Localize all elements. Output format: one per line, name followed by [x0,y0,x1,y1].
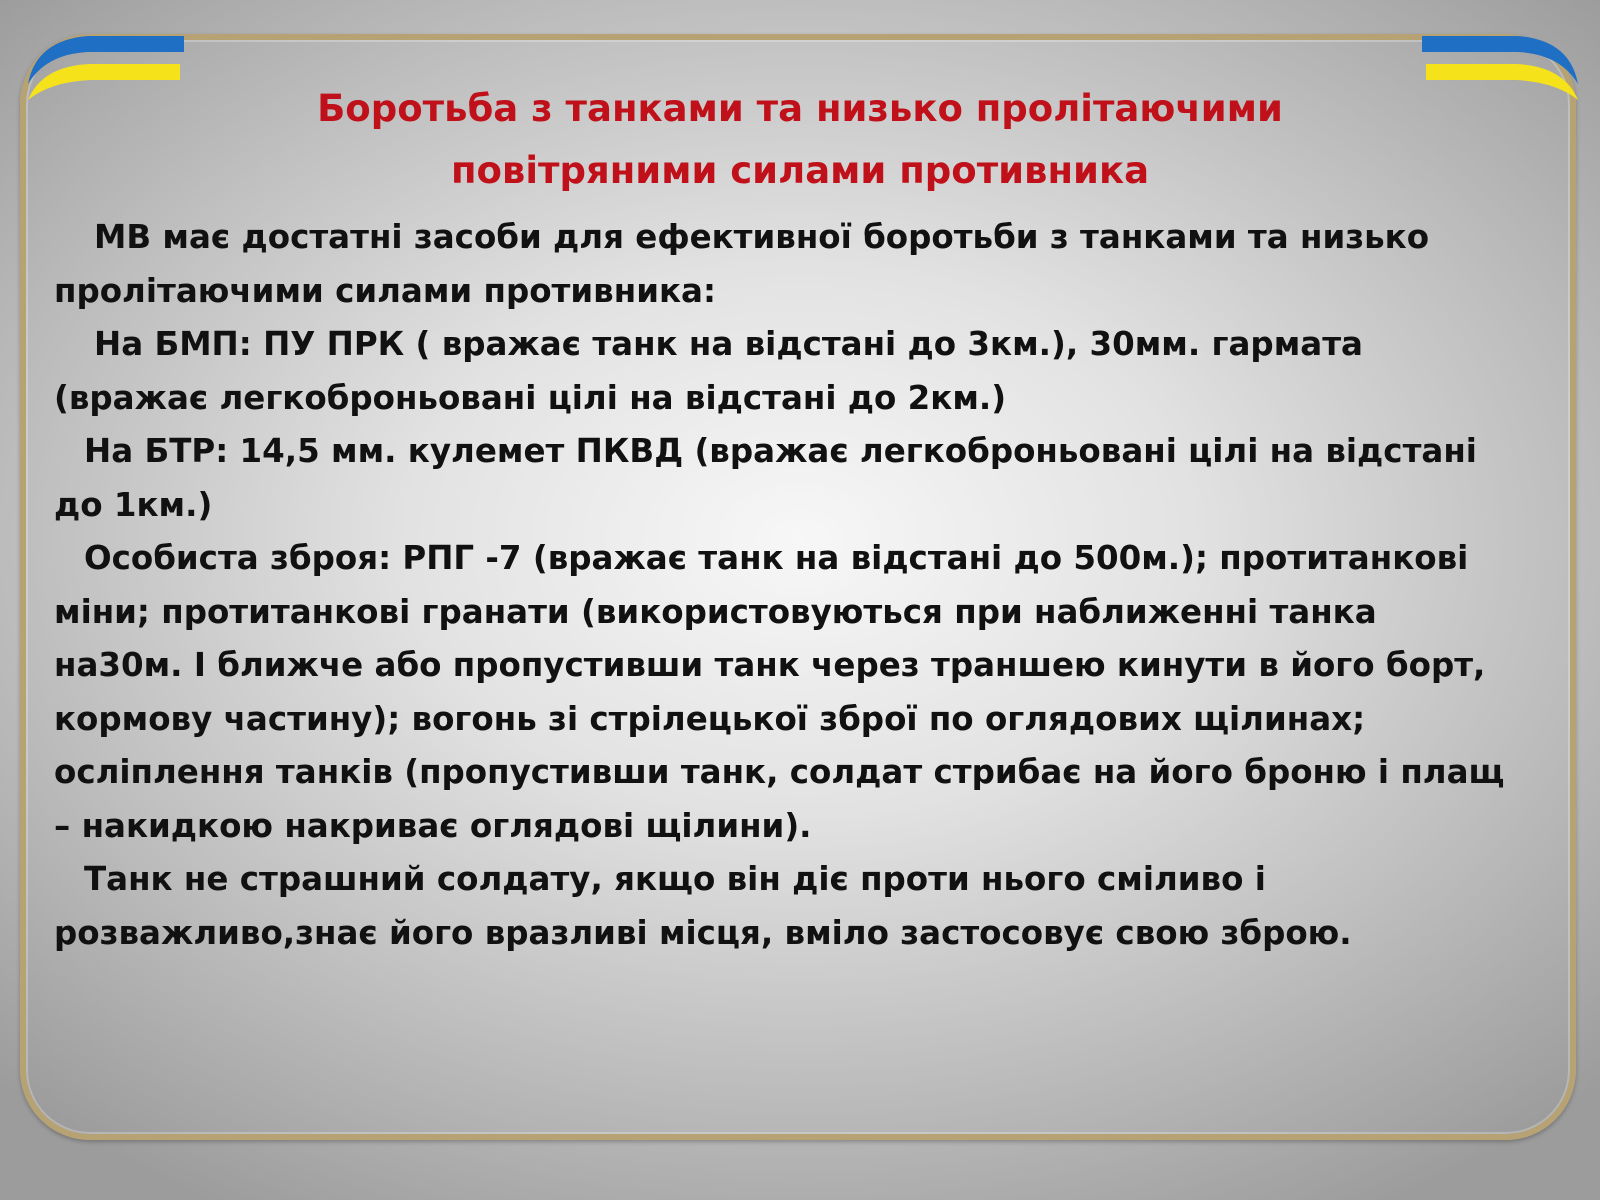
paragraph-conclusion-line-2: розважливо,знає його вразливі місця, вміло застосовує свою зброю. [54,913,1352,952]
slide-body [54,211,1554,960]
paragraph-weapons-line-1: Особиста зброя: РПГ -7 (вражає танк на відстані до 500м.); протитанкові [84,539,1469,577]
title-line-1: Боротьба з танками та низько пролітаючими [317,87,1283,130]
paragraph-bmp-line-2: (вражає легкоброньовані цілі на відстані до 2км.) [54,378,1007,417]
paragraph-weapons-line-5: осліплення танків (пропустивши танк, солдат стрибає на його броню і плащ [54,753,1505,791]
paragraph-btr-line-2: до 1км.) [54,485,213,524]
paragraph-bmp-line-1: На БМП: ПУ ПРК ( вражає танк на відстані до 3км.), 30мм. гармата [94,325,1363,363]
paragraph-btr-line-1: На БТР: 14,5 мм. кулемет ПКВД (вражає легкоброньовані цілі на відстані [84,432,1477,470]
paragraph-weapons-line-2: міни; протитанкові гранати (використовуються при наближенні танка [54,592,1377,631]
paragraph-mv-line-1: МВ має достатні засоби для ефективної боротьби з танками та низько [94,218,1430,256]
paragraph-weapons-line-6: – накидкою накриває оглядові щілини). [54,806,812,845]
paragraph-mv-line-2: пролітаючими силами противника: [54,271,716,310]
title-line-2: повітряними силами противника [450,149,1150,192]
paragraph-conclusion-line-1: Танк не страшний солдату, якщо він діє проти нього сміливо і [84,860,1266,898]
paragraph-weapons-line-4: кормову частину); вогонь зі стрілецької зброї по оглядових щілинах; [54,699,1366,738]
paragraph-weapons-line-3: на30м. І ближче або пропустивши танк через траншею кинути в його борт, [54,646,1486,684]
slide-title [150,78,1450,202]
